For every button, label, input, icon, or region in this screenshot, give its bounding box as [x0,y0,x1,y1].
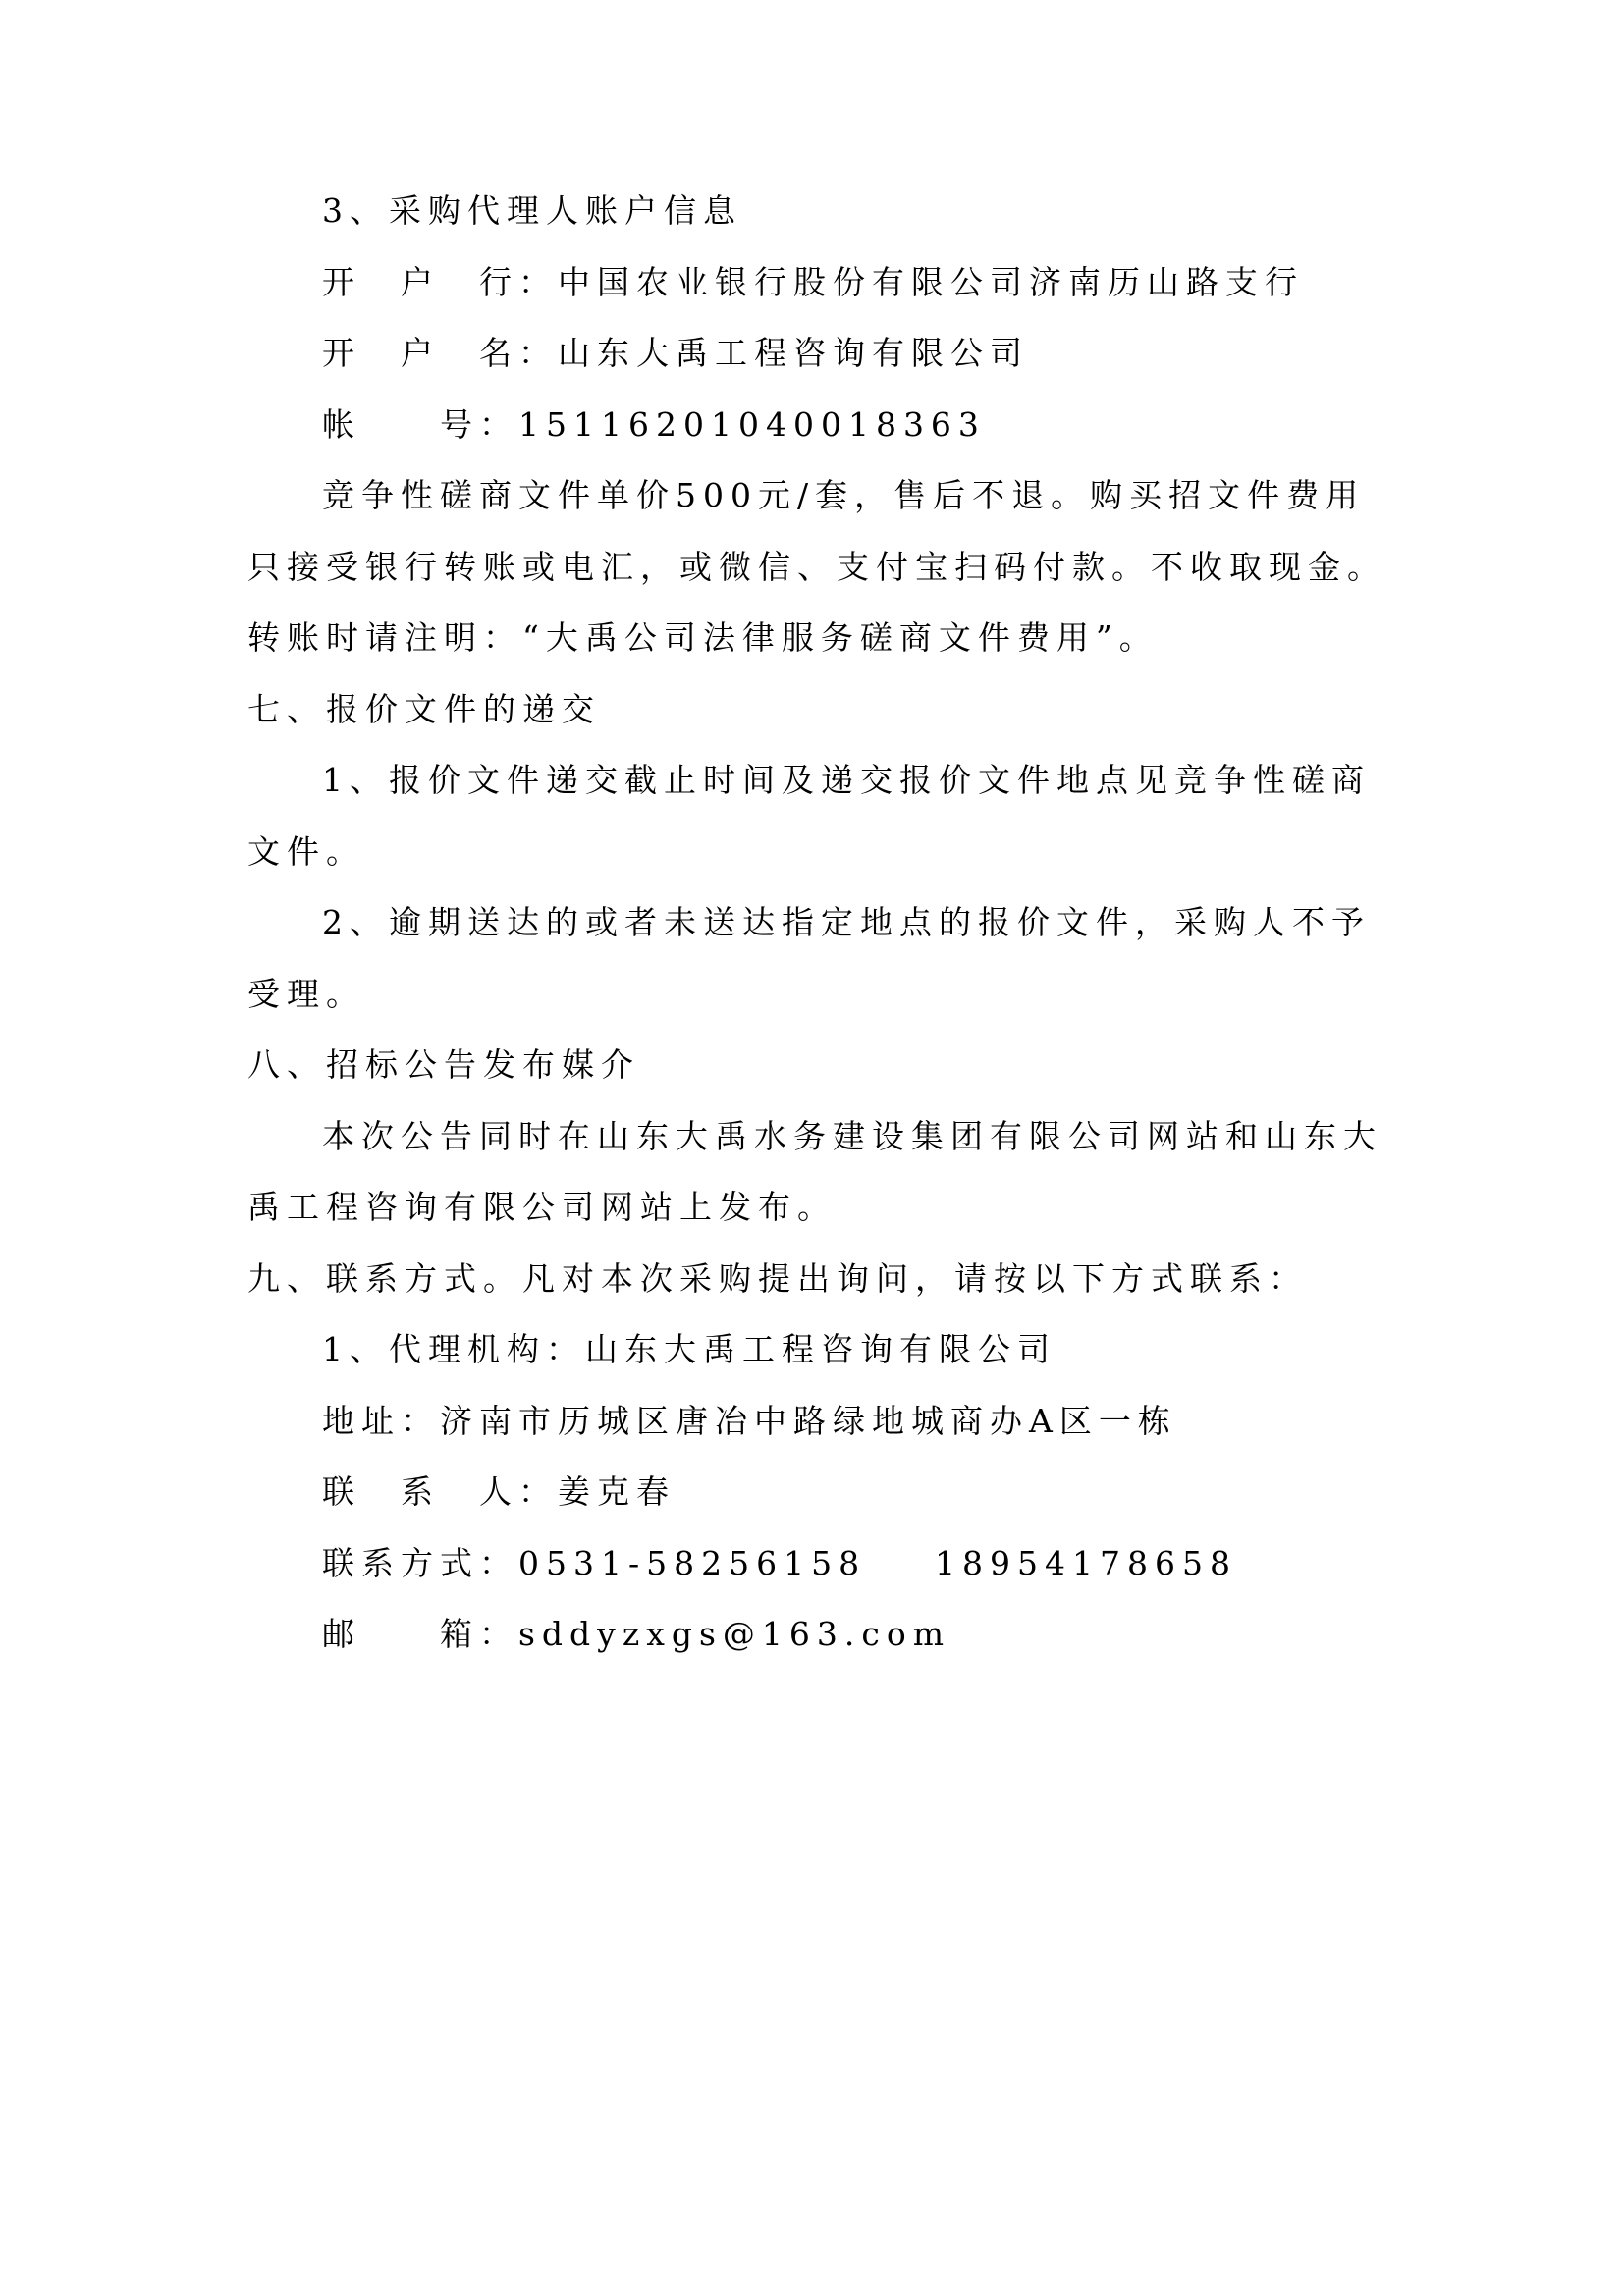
submission-item-2-line-1: 2、逾期送达的或者未送达指定地点的报价文件，采购人不予 [322,903,1371,941]
submission-item-2-line-2: 受理。 [247,974,365,1013]
bank-name-line: 开 户 行：中国农业银行股份有限公司济南历山路支行 [322,262,1304,301]
account-number-line: 帐 号：15116201040018363 [322,404,986,444]
payment-paragraph-line-3: 转账时请注明：“大禹公司法律服务磋商文件费用”。 [247,618,1159,657]
media-paragraph-line-1: 本次公告同时在山东大禹水务建设集团有限公司网站和山东大 [322,1116,1382,1155]
media-paragraph-line-2: 禹工程咨询有限公司网站上发布。 [247,1188,837,1226]
section-9-heading: 九、联系方式。凡对本次采购提出询问，请按以下方式联系： [247,1258,1308,1298]
document-text-block [247,176,1485,1671]
account-info-heading: 3、采购代理人账户信息 [322,191,742,230]
submission-item-1-line-1: 1、报价文件递交截止时间及递交报价文件地点见竞争性磋商 [322,761,1371,799]
account-holder-line: 开 户 名：山东大禹工程咨询有限公司 [322,334,1029,372]
submission-item-1-line-2: 文件。 [247,831,365,871]
phone-line: 联系方式：0531-58256158 18954178658 [322,1543,1238,1582]
payment-paragraph-line-2: 只接受银行转账或电汇，或微信、支付宝扫码付款。不收取现金。 [247,547,1386,586]
section-7-heading: 七、报价文件的递交 [247,689,601,728]
section-8-heading: 八、招标公告发布媒介 [247,1045,640,1084]
agency-line: 1、代理机构：山东大禹工程咨询有限公司 [322,1330,1056,1368]
payment-paragraph-line-1: 竞争性磋商文件单价500元/套，售后不退。购买招文件费用 [322,476,1366,514]
contact-person-line: 联 系 人：姜克春 [322,1472,676,1511]
address-line: 地址：济南市历城区唐冶中路绿地城商办A区一栋 [322,1401,1177,1440]
email-line: 邮 箱：sddyzxgs@163.com [322,1615,951,1653]
